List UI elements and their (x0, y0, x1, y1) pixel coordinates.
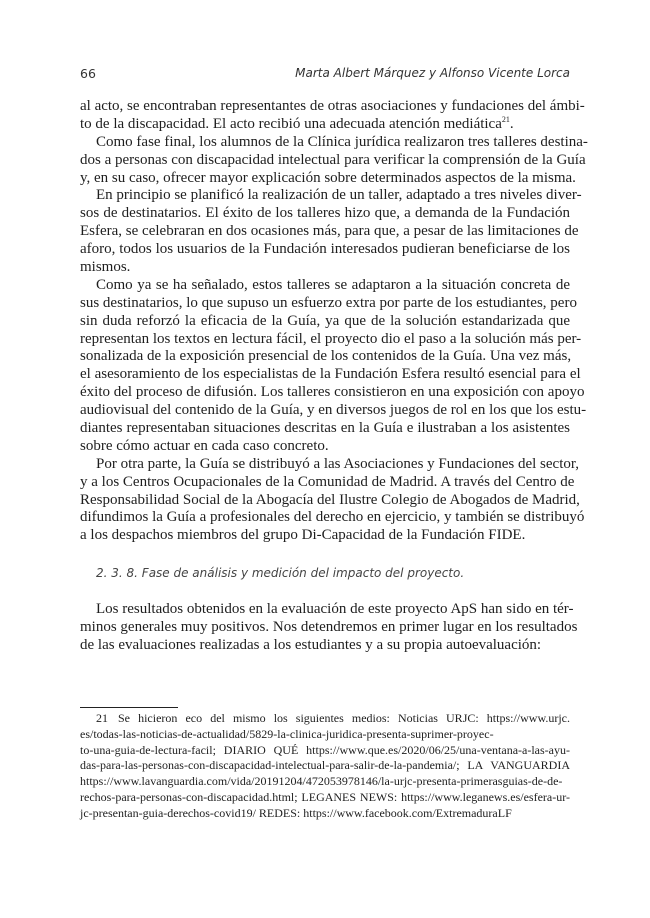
footnote-line (80, 711, 570, 727)
footnote-text: rechos-para-personas-con-discapacidad.html; LEGANES NEWS: https://www.leganews.es/esfera-ur- (80, 789, 570, 804)
text-line-content: Como fase final, los alumnos de la Clínica jurídica realizaron tres talleres destina- (96, 133, 588, 150)
text-line-content: audiovisual del contenido de la Guía, y en diversos juegos de rol en los que los estu- (80, 402, 587, 419)
body-text (80, 98, 588, 545)
text-line-content: Los resultados obtenidos en la evaluación de este proyecto ApS han sido en tér- (96, 601, 574, 617)
text-line (80, 420, 570, 438)
footnote-reference[interactable]: 21 (501, 114, 510, 124)
text-line-content: éxito del proceso de difusión. Los talleres consistieron en una exposición con apoyo (80, 384, 585, 401)
text-line-content: sonalizada de la exposición presencial de los contenidos de la Guía. Una vez más, (80, 348, 572, 365)
footnote-line (80, 743, 570, 759)
text-line (80, 348, 570, 366)
text-line-content: representan los textos en lectura fácil, el proyecto dio el paso a la solución más per- (80, 330, 582, 347)
text-line-content: diantes representaban situaciones descritas en la Guía e ilustraban a los asistentes (80, 420, 570, 437)
text-line-content: minos generales muy positivos. Nos detendremos en primer lugar en los resultados (80, 618, 578, 635)
text-line (80, 151, 586, 170)
text-line-content: Responsabilidad Social de la Abogacía del Ilustre Colegio de Abogados de Madrid, (80, 491, 580, 508)
footnote (80, 711, 570, 822)
text-line (80, 601, 574, 619)
text-line-content: sin duda reforzó la eficacia de la Guía, ya que de la solución estandarizada que (80, 312, 570, 329)
footnote-number: 21 (96, 711, 108, 725)
text-line (80, 330, 582, 349)
text-line-content: Como ya se ha señalado, estos talleres se adaptaron a la situación concreta de (96, 276, 570, 293)
text-line-content: Por otra parte, la Guía se distribuyó a las Asociaciones y Fundaciones del sector, (96, 455, 580, 472)
text-line-content: to de la discapacidad. El acto recibió una adecuada atención mediática (80, 115, 502, 132)
text-line-content: a los despachos miembros del grupo Di-Capacidad de la Fundación FIDE. (80, 527, 526, 544)
text-line (80, 223, 579, 241)
footnote-line (80, 774, 570, 790)
text-line-content: mismos. (80, 259, 131, 276)
text-line (80, 618, 578, 637)
footnote-line (80, 758, 570, 774)
text-line (80, 187, 582, 205)
text-line (80, 294, 577, 313)
text-line (80, 169, 576, 188)
footnote-line (80, 806, 570, 822)
text-line (80, 241, 570, 259)
footnote-text: jc-presentan-guia-derechos-covid19/ REDES: https://www.facebook.com/ExtremaduraLF (80, 805, 512, 820)
footnote-line (80, 727, 570, 743)
text-line-content: aforo, todos los usuarios de la Fundación interesados pudieran beneficiarse de los (80, 241, 570, 258)
text-line (80, 455, 580, 474)
text-line (80, 509, 585, 527)
footnote-text: es/todas-las-noticias-de-actualidad/5829-la-clinica-juridica-presenta-suprimer-proyec- (80, 726, 494, 741)
text-line-content: sobre cómo actuar en cada caso concreto. (80, 437, 329, 454)
text-line-content: difundimos la Guía a profesionales del derecho en ejercicio, y también se distribuyó (80, 509, 585, 526)
text-line (80, 402, 587, 420)
text-line-content: y a los Centros Ocupacionales de la Comunidad de Madrid. A través del Centro de (80, 473, 575, 490)
text-line: to de la discapacidad. El acto recibió una adecuada atención mediática$^{21}$. (80, 114, 514, 132)
text-line-content: el asesoramiento de los especialistas de la Fundación Esfera resultó esencial para el (80, 366, 581, 383)
text-line-content: Esfera, se celebraran en dos ocasiones más, para que, a pesar de las limitaciones de (80, 223, 579, 240)
text-line (80, 133, 588, 152)
text-line (80, 384, 585, 402)
footnote-divider (80, 707, 178, 708)
text-line-content: y, en su caso, ofrecer mayor explicación sobre determinados aspectos de la misma. (80, 169, 576, 186)
footnote-text: das-para-las-personas-con-discapacidad-intelectual-para-salir-de-la-pandemia/; LA VANGUARDIA (80, 758, 570, 773)
text-line (80, 259, 570, 277)
footnote-text: https://www.lavanguardia.com/vida/20191204/472053978146/la-urjc-presenta-primerasguias-de-de- (80, 774, 563, 789)
running-title: Marta Albert Márquez y Alfonso Vicente Lorca (295, 66, 570, 80)
text-line (80, 366, 581, 384)
footnote-text: Se hicieron eco del mismo los siguientes medios: Noticias URJC: https://www.urjc. (118, 711, 570, 725)
text-line-content: de las evaluaciones realizadas a los estudiantes y a su propia autoevaluación: (80, 636, 542, 653)
footnote-line (80, 790, 570, 806)
text-line (80, 313, 570, 331)
footnote-text: to-una-guia-de-lectura-facil; DIARIO QUÉ https://www.que.es/2020/06/25/una-ventana-a-las-ayu- (80, 742, 570, 757)
text-line (80, 491, 580, 510)
page-number: 66 (80, 66, 96, 81)
text-line (80, 527, 570, 545)
text-line-content: al acto, se encontraban representantes de otras asociaciones y fundaciones del ámbi- (80, 98, 585, 114)
text-line-content: sos de destinatarios. El éxito de los talleres hizo que, a demanda de la Fundación (80, 205, 570, 222)
text-line (80, 637, 570, 655)
text-line (80, 473, 575, 492)
text-line (80, 205, 570, 223)
section-heading: 2. 3. 8. Fase de análisis y medición del impacto del proyecto. (96, 566, 465, 580)
text-line-content: sus destinatarios, lo que supuso un esfuerzo extra por parte de los estudiantes, pero (80, 294, 577, 311)
body-text-section (80, 601, 578, 655)
text-line-content: dos a personas con discapacidad intelectual para verificar la comprensión de la Guía (80, 151, 586, 168)
text-line-content: En principio se planificó la realización de un taller, adaptado a tres niveles diver- (96, 187, 582, 204)
text-line (80, 277, 570, 295)
text-line (80, 438, 570, 456)
text-line (80, 98, 585, 116)
